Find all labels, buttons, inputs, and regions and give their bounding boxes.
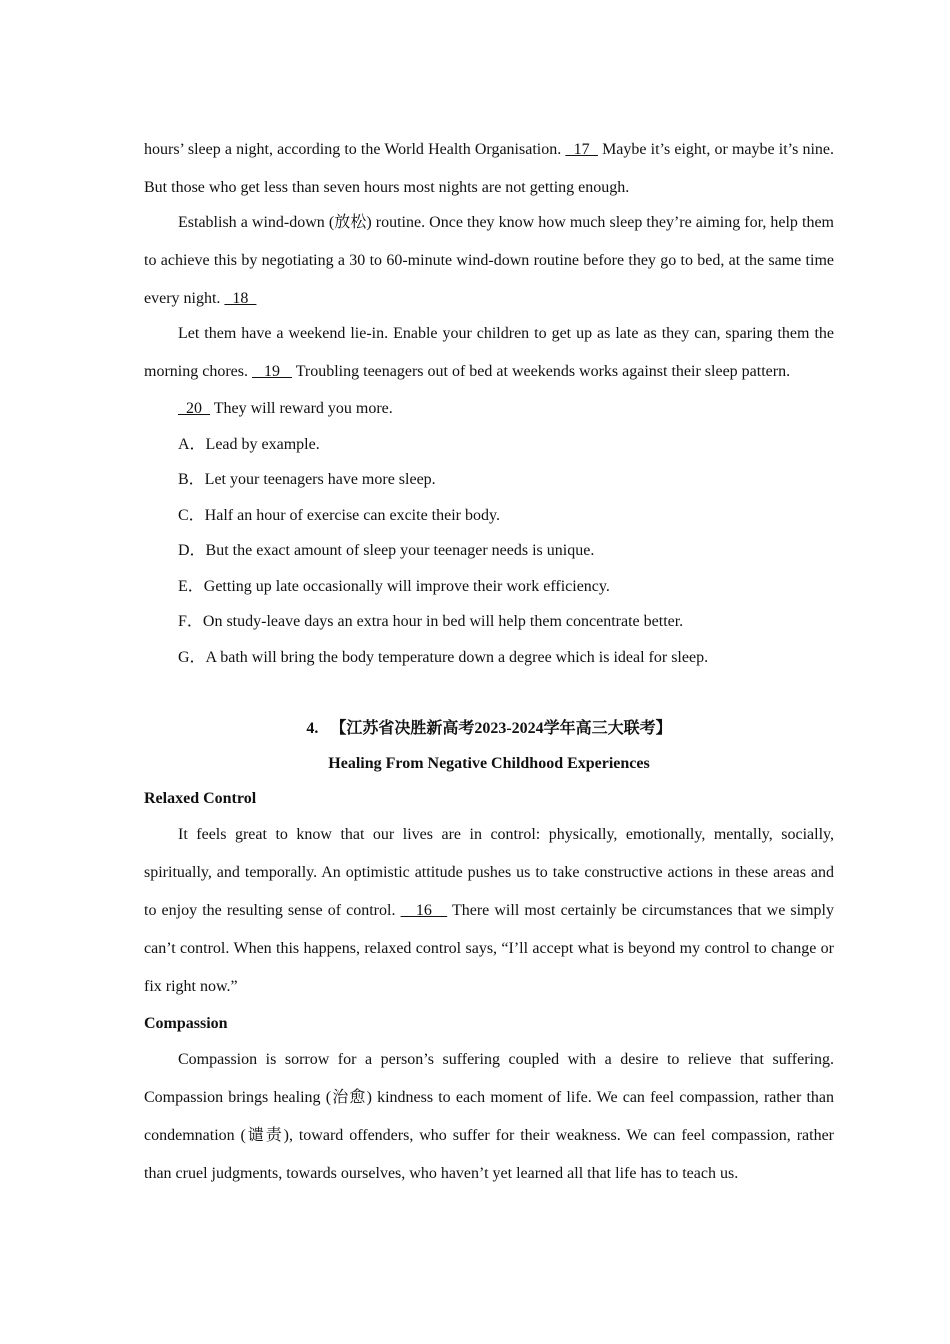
- section-heading-relaxed-control: Relaxed Control: [144, 790, 257, 807]
- blank-17: 17: [565, 141, 598, 158]
- relaxed-control-text-b: There will most certainly be circumstances that we simply can’t control. When this happens, relaxed control says, “I’ll accept what is beyond my control to change or fix right now.”: [144, 902, 834, 995]
- relaxed-control-text-a: It feels great to know that our lives are in control: physically, emotionally, mentally, socially, spiritually, and temporally. An optimistic attitude pushes us to take constructive actions in these areas and to enjoy the resulting sense of control.: [144, 826, 834, 919]
- passage-title: Healing From Negative Childhood Experiences: [328, 755, 650, 772]
- blank-20: 20: [178, 400, 210, 417]
- passage3-paragraph-1-text-a: hours’ sleep a night, according to the World Health Organisation.: [144, 141, 566, 158]
- passage3-paragraph-4-text: They will reward you more.: [210, 400, 393, 417]
- blank-19: 19: [251, 363, 292, 380]
- document-page: [144, 131, 834, 1193]
- blank-18: 18: [224, 290, 257, 307]
- option-e: E．Getting up late occasionally will improve their work efficiency.: [178, 577, 610, 595]
- section-spacer: [144, 675, 834, 711]
- option-c: C．Half an hour of exercise can excite their body.: [178, 506, 500, 524]
- blank-16: 16: [400, 902, 448, 919]
- passage3-paragraph-2: [144, 204, 834, 318]
- passage3-paragraph-3-text-b: Troubling teenagers out of bed at weekends works against their sleep pattern.: [291, 363, 791, 380]
- compassion-paragraph: Compassion is sorrow for a person’s suffering coupled with a desire to relieve that suffering. Compassion brings healing (治愈) kindness to each moment of life. We can feel compassion, rather than condemnation (谴责), toward offenders, who suffer for their weakness. We can feel compassion, rather than cruel judgments, towards ourselves, who haven’t yet learned all that life has to teach us.: [144, 1051, 834, 1182]
- option-d: D．But the exact amount of sleep your teenager needs is unique.: [178, 542, 595, 559]
- option-f: F．On study-leave days an extra hour in bed will help them concentrate better.: [178, 613, 684, 630]
- section-heading-compassion: Compassion: [144, 1015, 228, 1032]
- relaxed-control-paragraph: [144, 816, 834, 1006]
- passage3-paragraph-4: [144, 391, 834, 427]
- passage3-paragraph-1-text-b: Maybe it’s eight, or maybe it’s nine. But those who get less than seven hours most nights are not getting enough.: [144, 141, 834, 196]
- passage3-paragraph-3: [144, 315, 834, 391]
- question-number: 4.: [306, 720, 319, 737]
- option-a: A．Lead by example.: [178, 435, 320, 453]
- passage3-paragraph-1: [144, 131, 834, 207]
- passage3-paragraph-3-text-a: Let them have a weekend lie-in. Enable your children to get up as late as they can, sparing them the morning chores.: [144, 325, 834, 380]
- passage3-paragraph-2-text: Establish a wind-down (放松) routine. Once they know how much sleep they’re aiming for, help them to achieve this by negotiating a 30 to 60-minute wind-down routine before they go to bed, at the same time every night.: [144, 214, 834, 307]
- options-list: [144, 427, 834, 676]
- option-g: G．A bath will bring the body temperature down a degree which is ideal for sleep.: [178, 648, 709, 666]
- question-4-source: [144, 711, 834, 746]
- option-b: B．Let your teenagers have more sleep.: [178, 471, 436, 488]
- question-source: 【江苏省决胜新高考2023-2024学年高三大联考】: [330, 720, 672, 737]
